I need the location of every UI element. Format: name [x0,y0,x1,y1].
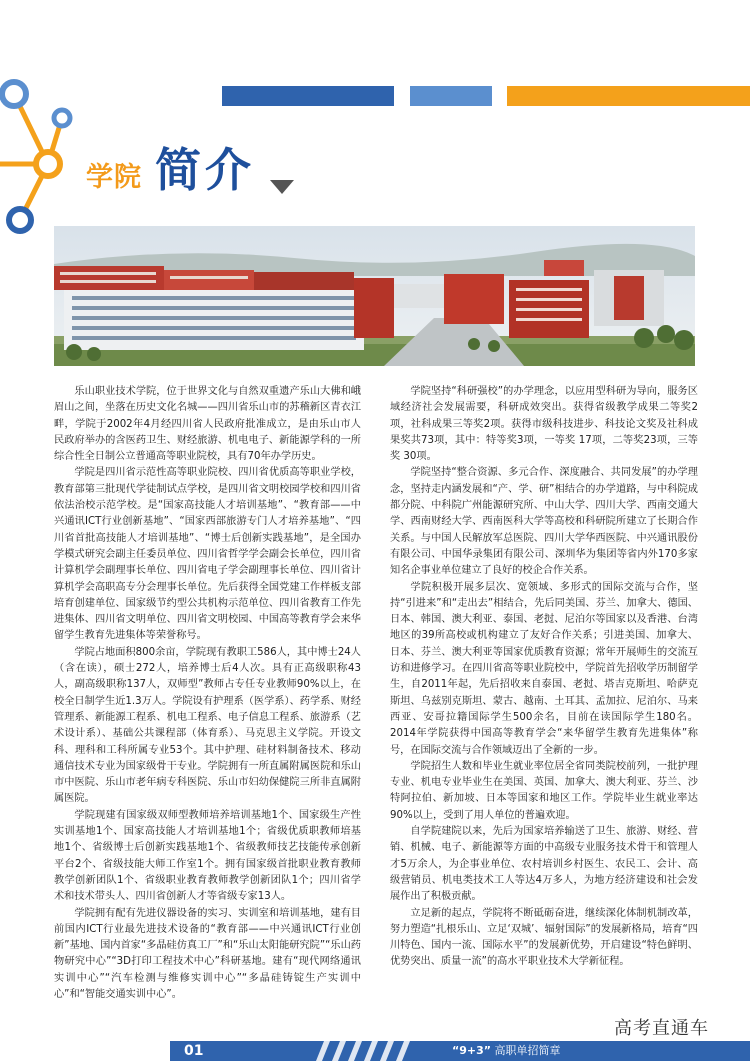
watermark-text: 高考直通车 [614,1018,709,1039]
paragraph-employment: 学院招生人数和毕业生就业率位居全省同类院校前列，一批护理专业、机电专业毕业生在美国、英国、加拿大、澳大利亚、芬兰、沙特阿拉伯、新加坡、日本等国家和地区工作。学院毕业生就业率达90%以上，受到了用人单位的普遍欢迎。 [390,760,698,821]
campus-photo-icon [54,226,695,366]
paragraph-outlook: 立足新的起点，学院将不断砥砺奋进，继续深化体制机制改革，努力塑造“扎根乐山、立足‘双城’、辐射国际”的发展新格局，培育“四川特色、国内一流、国际水平”的发展新优势，开启建设“特色鲜明、优势突出、质量一流”的高水平职业技术大学新征程。 [390,907,698,968]
body-column-right [390,384,698,971]
molecule-decoration-icon [0,60,90,250]
title-prefix: 学院 [86,162,142,193]
paragraph-international: 学院积极开展多层次、宽领域、多形式的国际交流与合作，坚持“引进来”和“走出去”相结合，先后同美国、芬兰、加拿大、德国、日本、韩国、澳大利亚、泰国、老挝、尼泊尔等国家以及香港、台湾地区的39所高校或机构建立了友好合作关系；引进美国、加拿大、日本、芬兰、澳大利亚等国家优质教育资源；常年开展师生的交流互访和进修学习。在四川省高等职业院校中，学院首先招收学历制留学生，自2011年起，先后招收来自泰国、老挝、塔吉克斯坦、哈萨克斯坦、乌兹别克斯坦、蒙古、越南、土耳其、孟加拉、尼泊尔、马来西亚、安哥拉籍国际学生500余名，目前在读国际学生180名。2014年学院获得中国高等教育学会“来华留学生教育先进集体”称号，在国际交流与合作领域迈出了全新的一步。 [390,581,698,756]
page-number: 01 [184,1043,204,1059]
footer-slogan [452,1041,560,1061]
paragraph-honors: 学院是四川省示范性高等职业院校、四川省优质高等职业学校，教育部第三批现代学徒制试点学校，是四川省文明校园学校和四川省依法治校示范学校。是“国家高技能人才培训基地”、“教育部——中兴通讯ICT行业创新基地”、“国家西部旅游专门人才培养基地”、“四川省首批高技能人才培训基地”、“博士后创新实践基地”，是全国办学模式研究会副主任委员单位、四川省哲学学会副会长单位，四川省计算机学会副理事长单位、四川省电子学会副理事长单位、四川省计算机学会高职高专分会理事长单位。先后获得全国党建工作样板支部培育创建单位、国家级节约型公共机构示范单位、四川省教育工作先进集体、四川省文明单位、四川省文明校园、中国高等教育学会来华留学生教育先进集体等荣誉称号。 [54,467,361,642]
campus-photo [54,226,695,366]
paragraph-contribution: 自学院建院以来，先后为国家培养输送了卫生、旅游、财经、营销、机械、电子、新能源等方面的中高级专业服务技术骨干和管理人才5万余人，为企事业单位、农村培训乡村医生、农民工、会计、高级营销员、机电类技术工人等达4万多人，为地方经济建设和社会发展作出了积极贡献。 [390,826,698,903]
header-bar-light-blue [410,86,492,106]
paragraph-research: 学院坚持“科研强校”的办学理念，以应用型科研为导向，服务区域经济社会发展需要，科研成效突出。获得省级教学成果二等奖2项，社科成果三等奖2项。获得市级科技进步、科技论文奖及社科成果奖共73项，其中：特等奖3项，一等奖 17项，二等奖23项，三等奖 30项。 [390,386,698,463]
footer-slogan-accent: “9+3” [452,1044,491,1057]
footer-slogan-text: 高职单招简章 [490,1044,561,1057]
page-title: 简介 [155,143,255,197]
paragraph-scale: 学院占地面积800余亩，学院现有教职工586人，其中博士24人（含在读），硕士272人，培养博士后4人次。具有正高级职称43人，副高级职称137人，双师型”教师占专任专业教师90%以上，在校全日制学生近1.3万人。学院设有护理系（医学系）、药学系、财经管理系、新能源工程系、机电工程系、电子信息工程系、旅游系（艺术设计系）、基础公共课程部（体育系）、马克思主义学院。开设文科、理科和工科所属专业53个。其中护理、硅材料制备技术、移动通信技术专业为国家级骨干专业。学院拥有一所直属附属医院和乐山市中医院、乐山市老年病专科医院、乐山市妇幼保健院三所非直属附属医院。 [54,646,361,805]
paragraph-facilities: 学院拥有配有先进仪器设备的实习、实训室和培训基地，建有目前国内ICT行业最先进技术设备的“教育部——中兴通讯ICT行业创新”基地、国内首家“多晶硅仿真工厂”和“乐山太阳能研究院”“乐山药物研究中心”“3D打印工程技术中心”科研基地。建有“现代网络通讯实训中心”“汽车检测与维修实训中心”“多晶硅铸锭生产实训中心”和“智能交通实训中心”。 [54,907,361,1000]
header-bar-orange [507,86,750,106]
paragraph-intro: 乐山职业技术学院，位于世界文化与自然双重遗产乐山大佛和峨眉山之间，坐落在历史文化名城——四川省乐山市的苏稽新区青衣江畔，学院于2002年4月经四川省人民政府批准成立，是由乐山市人民政府举办的含医药卫生、财经旅游、机电电子、新能源学科的一所综合性全日制公立普通高等职业院校，具有70年办学历史。 [54,386,361,463]
paragraph-cooperation: 学院坚持“整合资源、多元合作、深度融合、共同发展”的办学理念，坚持走内涵发展和“产、学、研”相结合的办学道路，与中科院成都分院、中科院广州能源研究所、中山大学、四川大学、西南交通大学、西南财经大学、西南医科大学等高校和科研院所建立了长期合作关系。与中国人民解放军总医院、四川大学华西医院、中兴通讯股份有限公司、中国华录集团有限公司、深圳华为集团等省内外170多家知名企事业单位建立了良好的校企合作关系。 [390,467,698,577]
paragraph-bases: 学院现建有国家级双师型教师培养培训基地1个、国家级生产性实训基地1个、国家高技能人才培训基地1个；省级优质职教师培基地1个、省级博士后创新实践基地1个、省级教师技艺技能传承创新平台2个、省级技能大师工作室1个。拥有国家级首批职业教育教师教学创新团队1个、省级职业教育教师教学创新团队1个；四川省学术和技术带头人、四川省创新人才等省级专家13人。 [54,809,361,903]
header-bar-blue [222,86,394,106]
body-column-left [54,384,361,1003]
title-triangle-icon [270,180,294,194]
